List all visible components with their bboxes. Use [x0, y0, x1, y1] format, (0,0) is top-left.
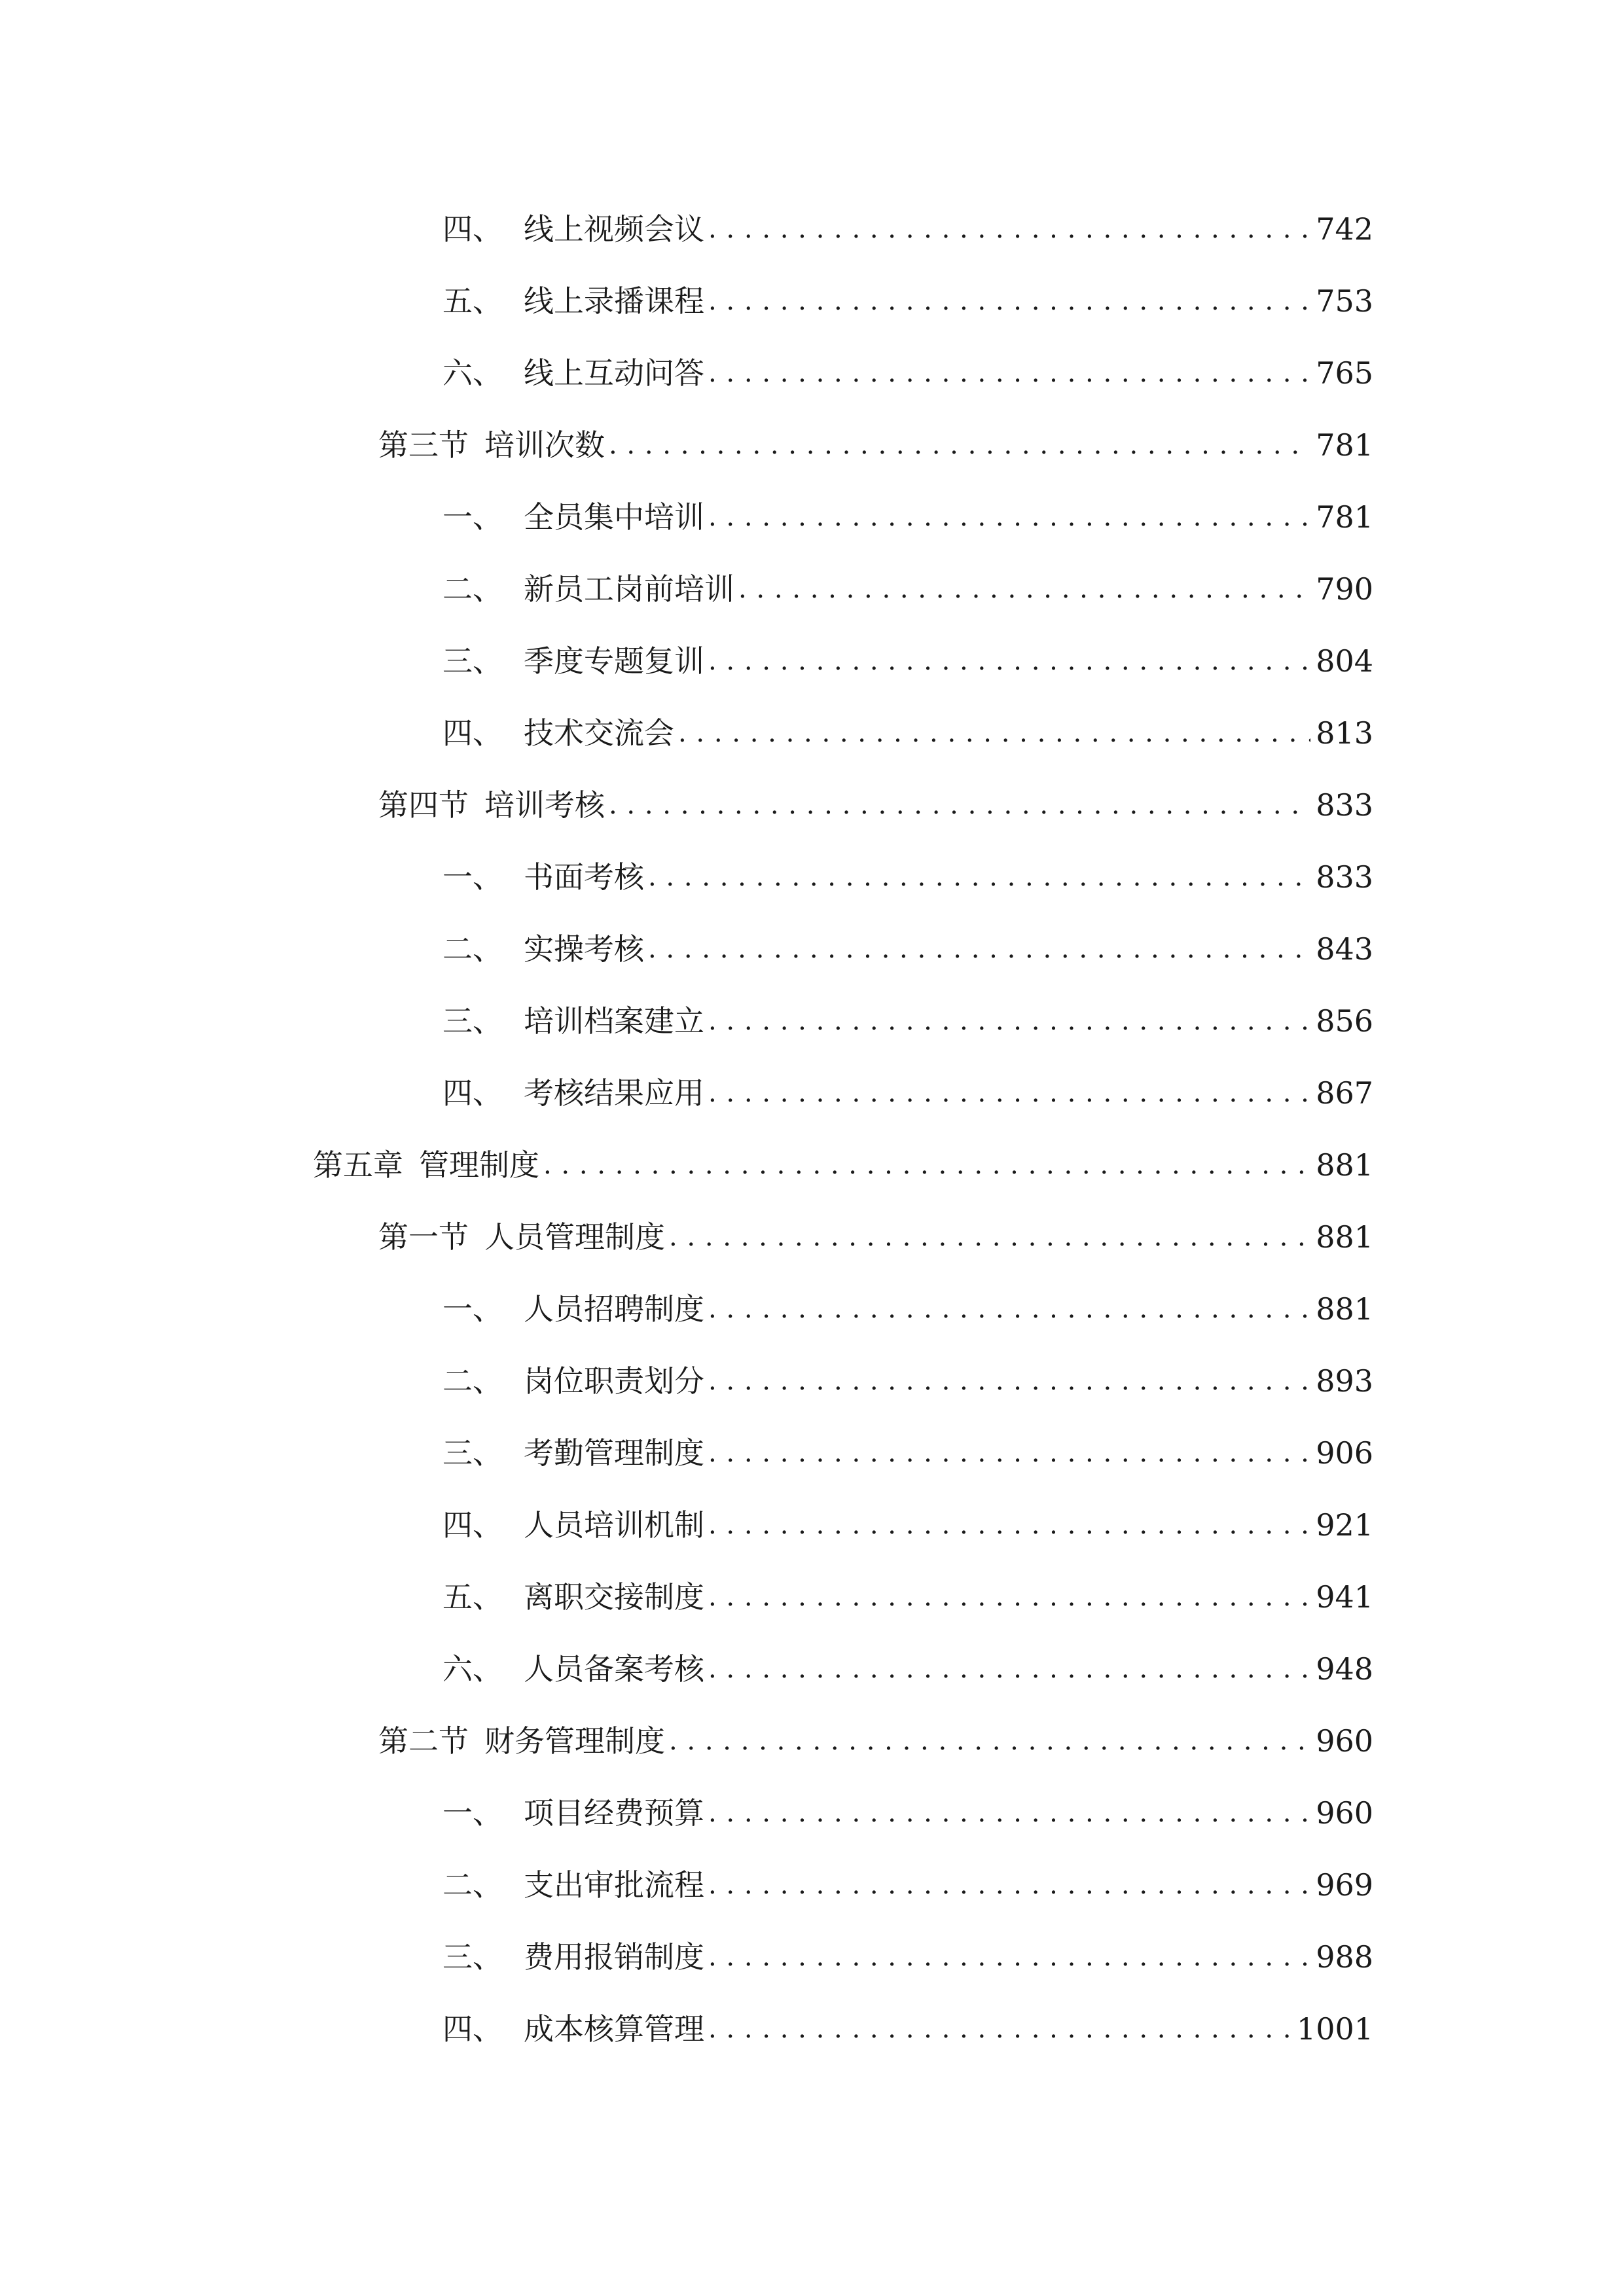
- toc-entry-title: 人员备案考核: [524, 1651, 704, 1687]
- dot-leader: [708, 1643, 1310, 1695]
- toc-entry-number: 四、: [442, 715, 503, 751]
- toc-entry-page: 765: [1316, 355, 1373, 391]
- dot-leader: [708, 2003, 1291, 2055]
- toc-entry-number: 第二节: [378, 1723, 469, 1759]
- toc-entry[interactable]: [378, 1715, 1373, 1767]
- toc-entry[interactable]: [442, 347, 1373, 399]
- toc-entry-number: 三、: [442, 1939, 503, 1975]
- toc-entry-number: 四、: [442, 211, 503, 247]
- toc-entry[interactable]: [442, 1499, 1373, 1551]
- toc-entry[interactable]: [442, 275, 1373, 327]
- toc-entry-title: 线上互动问答: [524, 355, 704, 391]
- toc-entry[interactable]: [442, 2003, 1373, 2055]
- toc-entry-number: 三、: [442, 1003, 503, 1039]
- dot-leader: [708, 275, 1310, 327]
- toc-entry-number: 六、: [442, 1651, 503, 1687]
- dot-leader: [609, 779, 1310, 831]
- dot-leader: [708, 1283, 1310, 1335]
- toc-entry-number: 四、: [442, 2011, 503, 2047]
- toc-entry-title: 培训次数: [484, 427, 605, 463]
- toc-entry-page: 804: [1316, 643, 1373, 679]
- toc-entry-number: 第五章: [313, 1147, 403, 1183]
- toc-entry[interactable]: [378, 1211, 1373, 1263]
- toc-entry[interactable]: [378, 779, 1373, 831]
- toc-entry-page: 753: [1316, 283, 1373, 319]
- toc-entry-title: 新员工岗前培训: [524, 571, 734, 607]
- dot-leader: [678, 707, 1310, 759]
- toc-entry-page: 813: [1316, 715, 1373, 751]
- dot-leader: [738, 563, 1310, 615]
- toc-entry-page: 781: [1316, 427, 1373, 463]
- toc-entry[interactable]: [442, 1571, 1373, 1623]
- toc-entry-page: 906: [1316, 1435, 1373, 1471]
- toc-entry-number: 第三节: [378, 427, 469, 463]
- toc-entry[interactable]: [442, 1283, 1373, 1335]
- toc-entry-number: 五、: [442, 283, 503, 319]
- toc-entry-number: 一、: [442, 499, 503, 535]
- dot-leader: [708, 635, 1310, 687]
- toc-entry-title: 人员管理制度: [484, 1219, 665, 1255]
- toc-entry-title: 人员招聘制度: [524, 1291, 704, 1327]
- toc-entry-title: 技术交流会: [524, 715, 674, 751]
- toc-entry[interactable]: [442, 1931, 1373, 1983]
- toc-entry-number: 二、: [442, 1363, 503, 1399]
- toc-entry-title: 成本核算管理: [524, 2011, 704, 2047]
- toc-entry-number: 第四节: [378, 787, 469, 823]
- toc-entry-title: 人员培训机制: [524, 1507, 704, 1543]
- toc-entry-title: 考勤管理制度: [524, 1435, 704, 1471]
- dot-leader: [708, 1931, 1310, 1983]
- dot-leader: [708, 1067, 1310, 1119]
- toc-entry-title: 岗位职责划分: [524, 1363, 704, 1399]
- dot-leader: [669, 1211, 1310, 1263]
- toc-entry-page: 856: [1316, 1003, 1373, 1039]
- toc-entry-page: 988: [1316, 1939, 1373, 1975]
- dot-leader: [708, 203, 1310, 255]
- toc-entry-page: 969: [1316, 1867, 1373, 1903]
- toc-entry-number: 四、: [442, 1507, 503, 1543]
- toc-entry-number: 一、: [442, 1795, 503, 1831]
- dot-leader: [648, 923, 1310, 975]
- toc-entry-title: 季度专题复训: [524, 643, 704, 679]
- toc-entry-number: 三、: [442, 643, 503, 679]
- toc-entry-title: 实操考核: [524, 931, 644, 967]
- toc-entry-title: 线上视频会议: [524, 211, 704, 247]
- toc-entry-page: 881: [1316, 1291, 1373, 1327]
- dot-leader: [708, 347, 1310, 399]
- toc-entry-title: 全员集中培训: [524, 499, 704, 535]
- toc-entry-number: 二、: [442, 571, 503, 607]
- toc-entry-number: 第一节: [378, 1219, 469, 1255]
- toc-entry-title: 线上录播课程: [524, 283, 704, 319]
- toc-entry[interactable]: [442, 635, 1373, 687]
- dot-leader: [708, 1499, 1310, 1551]
- toc-entry-page: 833: [1316, 859, 1373, 895]
- toc-entry-title: 书面考核: [524, 859, 644, 895]
- toc-entry-page: 948: [1316, 1651, 1373, 1687]
- dot-leader: [609, 419, 1310, 471]
- toc-entry-page: 1001: [1296, 2011, 1373, 2047]
- toc-entry[interactable]: [442, 1067, 1373, 1119]
- toc-entry-title: 离职交接制度: [524, 1579, 704, 1615]
- toc-entry-page: 941: [1316, 1579, 1373, 1615]
- dot-leader: [708, 1859, 1310, 1911]
- toc-entry[interactable]: [442, 1787, 1373, 1839]
- toc-entry-title: 费用报销制度: [524, 1939, 704, 1975]
- toc-entry-number: 二、: [442, 931, 503, 967]
- dot-leader: [543, 1139, 1310, 1191]
- toc-entry-page: 921: [1316, 1507, 1373, 1543]
- toc-entry-page: 893: [1316, 1363, 1373, 1399]
- toc-entry[interactable]: [442, 1859, 1373, 1911]
- toc-entry-page: 881: [1316, 1219, 1373, 1255]
- toc-entry-title: 考核结果应用: [524, 1075, 704, 1111]
- toc-entry-page: 843: [1316, 931, 1373, 967]
- toc-entry-title: 管理制度: [419, 1147, 539, 1183]
- toc-entry[interactable]: [378, 419, 1373, 471]
- toc-entry[interactable]: [442, 1643, 1373, 1695]
- toc-entry[interactable]: [442, 491, 1373, 543]
- toc-entry-number: 一、: [442, 1291, 503, 1327]
- toc-entry-page: 833: [1316, 787, 1373, 823]
- dot-leader: [708, 1787, 1310, 1839]
- dot-leader: [708, 491, 1310, 543]
- toc-entry[interactable]: [442, 1355, 1373, 1407]
- toc-entry[interactable]: [442, 1427, 1373, 1479]
- toc-entry-page: 742: [1316, 211, 1373, 247]
- toc-entry[interactable]: [442, 563, 1373, 615]
- toc-entry[interactable]: [442, 995, 1373, 1047]
- toc-entry-page: 960: [1316, 1795, 1373, 1831]
- dot-leader: [669, 1715, 1310, 1767]
- toc-entry-title: 培训考核: [484, 787, 605, 823]
- toc-entry-page: 790: [1316, 571, 1373, 607]
- toc-entry[interactable]: [442, 203, 1373, 255]
- toc-entry[interactable]: [313, 1139, 1373, 1191]
- toc-entry-page: 881: [1316, 1147, 1373, 1183]
- toc-entry-number: 一、: [442, 859, 503, 895]
- toc-entry[interactable]: [442, 851, 1373, 903]
- dot-leader: [708, 1355, 1310, 1407]
- toc-entry-number: 二、: [442, 1867, 503, 1903]
- toc-entry-page: 960: [1316, 1723, 1373, 1759]
- toc-entry-title: 支出审批流程: [524, 1867, 704, 1903]
- toc-entry-number: 三、: [442, 1435, 503, 1471]
- toc-entry-title: 培训档案建立: [524, 1003, 704, 1039]
- toc-entry-page: 867: [1316, 1075, 1373, 1111]
- toc-entry-number: 五、: [442, 1579, 503, 1615]
- dot-leader: [708, 1571, 1310, 1623]
- toc-entry-title: 财务管理制度: [484, 1723, 665, 1759]
- toc-entry-page: 781: [1316, 499, 1373, 535]
- dot-leader: [648, 851, 1310, 903]
- toc-entry[interactable]: [442, 923, 1373, 975]
- toc-entry-title: 项目经费预算: [524, 1795, 704, 1831]
- toc-entry[interactable]: [442, 707, 1373, 759]
- toc-entry-number: 六、: [442, 355, 503, 391]
- dot-leader: [708, 1427, 1310, 1479]
- toc-entry-number: 四、: [442, 1075, 503, 1111]
- dot-leader: [708, 995, 1310, 1047]
